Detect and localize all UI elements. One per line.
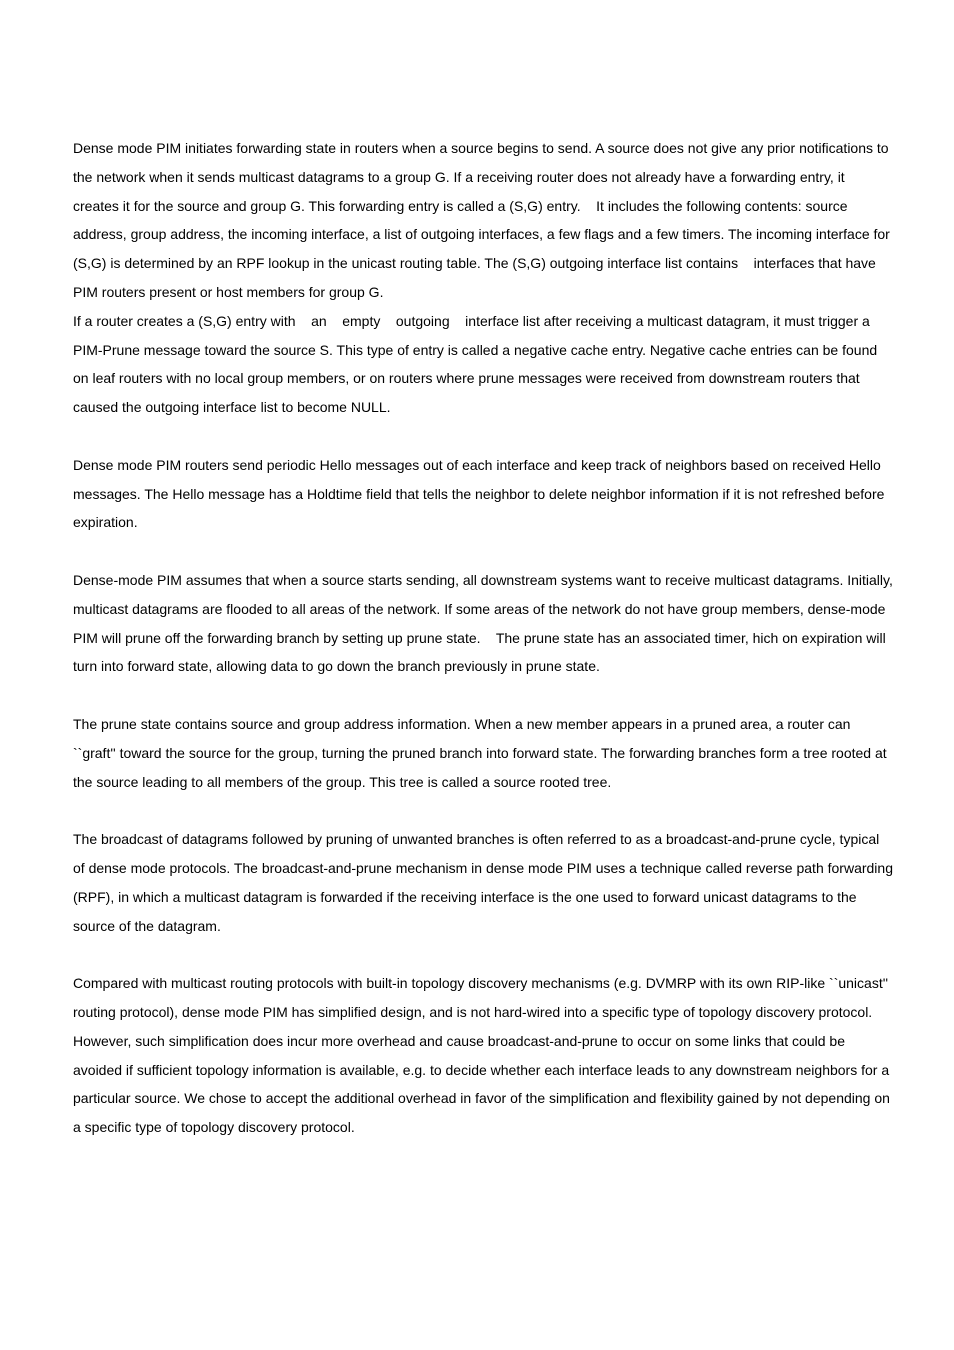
- paragraph-topology-discovery: Compared with multicast routing protocols with built-in topology discovery mechanisms (e.g. DVMRP with its own RIP-like ``unicast'' routing protocol), dense mode PIM has simplified design, and is not hard-wired into a specific type of topology discovery protocol. However, such simplification does incur more overhead and cause broadcast-and-prune to occur on some links that could be avoided if sufficient topology information is available, e.g. to decide whether each interface leads to any downstream neighbors for a particular source. We chose to accept the additional overhead in favor of the simplification and flexibility gained by not depending on a specific type of topology discovery protocol.: [73, 975, 894, 1136]
- paragraph-negative-cache: If a router creates a (S,G) entry with an empty outgoing interface list after receiving a multicast datagram, it must trigger a PIM-Prune message toward the source S. This type of entry is called a negative cache entry. Negative cache entries can be found on leaf routers with no local group members, or on routers where prune messages were received from downstream routers that caused the outgoing interface list to become NULL.: [73, 312, 882, 416]
- paragraph-gap: [73, 681, 894, 710]
- paragraph-sg-entry: Dense mode PIM initiates forwarding state in routers when a source begins to send. A source does not give any prior notifications to the network when it sends multicast datagrams to a group G. If a receiving router does not already have a forwarding entry, it creates it for the source and group G. This forwarding entry is called a (S,G) entry. It includes the following contents: source address, group address, the incoming interface, a list of outgoing interfaces, a few flags and a few timers. The incoming interface for (S,G) is determined by an RPF lookup in the unicast routing table. The (S,G) outgoing interface list contains interfaces that have PIM routers present or host members for group G.: [73, 140, 894, 300]
- paragraph-gap: [73, 537, 894, 566]
- paragraph-gap: [73, 940, 894, 969]
- paragraph-prune-state: The prune state contains source and group address information. When a new member appears in a pruned area, a router can ``graft'' toward the source for the group, turning the pruned branch into forward state. The forwarding branches form a tree rooted at the source leading to all members of the group. This tree is called a source rooted tree.: [73, 715, 891, 790]
- paragraph-gap: [73, 796, 894, 825]
- paragraph-broadcast-and-prune: The broadcast of datagrams followed by pruning of unwanted branches is often referred to as a broadcast-and-prune cycle, typical of dense mode protocols. The broadcast-and-prune mechanism in dense mode PIM uses a technique called reverse path forwarding (RPF), in which a multicast datagram is forwarded if the receiving interface is the one used to forward unicast datagrams to the source of the datagram.: [73, 831, 897, 934]
- paragraph-flooding: Dense-mode PIM assumes that when a source starts sending, all downstream systems want to receive multicast datagrams. Initially, multicast datagrams are flooded to all areas of the network. If some areas of the network do not have group members, dense-mode PIM will prune off the forwarding branch by setting up prune state. The prune state has an associated timer, hich on expiration will turn into forward state, allowing data to go down the branch previously in prune state.: [73, 571, 897, 675]
- paragraph-gap: [73, 422, 894, 451]
- paragraph-hello-messages: Dense mode PIM routers send periodic Hello messages out of each interface and keep track of neighbors based on received Hello messages. The Hello message has a Holdtime field that tells the neighbor to delete neighbor information if it is not refreshed before expiration.: [73, 456, 889, 531]
